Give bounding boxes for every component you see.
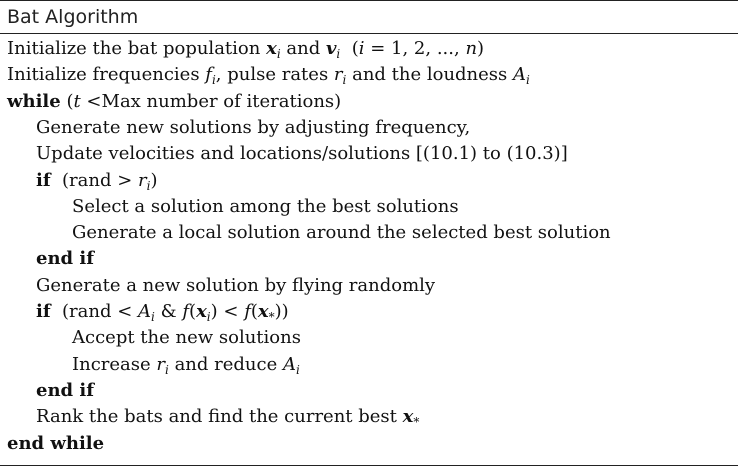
- algorithm-line: [7, 222, 611, 248]
- line-text: ): [477, 38, 485, 59]
- algorithm-line: [7, 170, 158, 196]
- keyword: while: [7, 90, 61, 112]
- line-text: = 1, 2, ...,: [364, 38, 466, 59]
- math-symbol: f: [205, 64, 212, 86]
- keyword: end if: [36, 248, 94, 270]
- algorithm-line: [7, 354, 300, 380]
- bottom-rule: [0, 465, 738, 466]
- header-rule: [0, 33, 738, 34]
- algorithm-line: [7, 327, 301, 353]
- math-symbol: x: [266, 38, 277, 59]
- line-text: (rand <: [50, 301, 139, 322]
- algorithm-line: [7, 380, 94, 406]
- math-symbol: i: [358, 38, 365, 59]
- line-text: <Max number of iterations): [80, 90, 342, 112]
- line-text: ): [150, 169, 158, 191]
- subscript: i: [151, 310, 155, 324]
- line-text: Generate new solutions by adjusting frequency,: [36, 116, 471, 138]
- math-symbol: x: [257, 301, 269, 322]
- line-text: Initialize frequencies: [7, 64, 206, 86]
- line-text: &: [154, 301, 183, 322]
- line-text: Generate a new solution by flying randomly: [36, 274, 436, 296]
- keyword: if: [36, 169, 51, 191]
- line-text: (rand >: [50, 169, 139, 191]
- line-text: )): [274, 301, 289, 322]
- keyword: end if: [36, 379, 94, 401]
- algorithm-line: [7, 406, 419, 432]
- line-text: Update velocities and locations/solutions [(10.1) to (10.3)]: [36, 143, 568, 165]
- algorithm-line: [7, 143, 568, 169]
- algorithm-line: [7, 275, 435, 301]
- subscript: i: [146, 178, 151, 193]
- line-text: ) <: [210, 301, 245, 322]
- line-text: and: [280, 38, 326, 59]
- line-text: Select a solution among the best solutions: [72, 195, 459, 217]
- algorithm-line: [7, 248, 94, 274]
- line-text: Generate a local solution around the selected best solution: [72, 222, 611, 244]
- line-text: and reduce: [168, 353, 283, 375]
- math-symbol: x: [196, 301, 207, 322]
- subscript: i: [276, 47, 281, 61]
- line-text: (: [60, 90, 74, 112]
- subscript: i: [526, 73, 530, 88]
- algorithm-line: [7, 433, 104, 459]
- math-symbol: f: [244, 301, 251, 322]
- math-symbol: A: [138, 301, 152, 322]
- algorithm-line: [7, 64, 530, 90]
- subscript: i: [206, 310, 211, 324]
- algorithm-line: [7, 117, 470, 143]
- math-symbol: A: [513, 64, 526, 86]
- line-text: , pulse rates: [215, 64, 334, 86]
- line-text: (: [250, 301, 258, 322]
- math-symbol: t: [73, 90, 81, 112]
- math-symbol: n: [465, 38, 478, 59]
- line-text: (: [189, 301, 197, 322]
- math-symbol: r: [156, 353, 165, 375]
- math-symbol: f: [182, 301, 190, 322]
- algorithm-title: Bat Algorithm: [7, 6, 139, 28]
- line-text: and the loudness: [346, 64, 513, 86]
- top-rule: [0, 0, 738, 1]
- line-text: Increase: [72, 353, 157, 375]
- algorithm-line: [7, 301, 289, 327]
- line-text: (: [340, 38, 359, 59]
- line-text: Rank the bats and find the current best: [36, 406, 403, 428]
- algorithm-line: [7, 196, 459, 222]
- subscript: i: [342, 73, 347, 88]
- math-symbol: r: [333, 64, 343, 86]
- keyword: if: [36, 301, 51, 322]
- math-symbol: v: [325, 38, 337, 59]
- math-symbol: A: [282, 353, 296, 375]
- line-text: Accept the new solutions: [72, 327, 301, 349]
- subscript: i: [165, 362, 169, 377]
- algorithm-line: [7, 38, 484, 64]
- subscript: i: [295, 362, 300, 377]
- subscript: *: [413, 415, 420, 430]
- math-symbol: x: [402, 406, 414, 428]
- subscript: i: [211, 73, 216, 88]
- keyword: end while: [7, 432, 105, 454]
- line-text: Initialize the bat population: [7, 38, 267, 59]
- subscript: i: [336, 47, 341, 61]
- math-symbol: r: [138, 169, 147, 191]
- subscript: *: [268, 310, 275, 324]
- algorithm-line: [7, 91, 341, 117]
